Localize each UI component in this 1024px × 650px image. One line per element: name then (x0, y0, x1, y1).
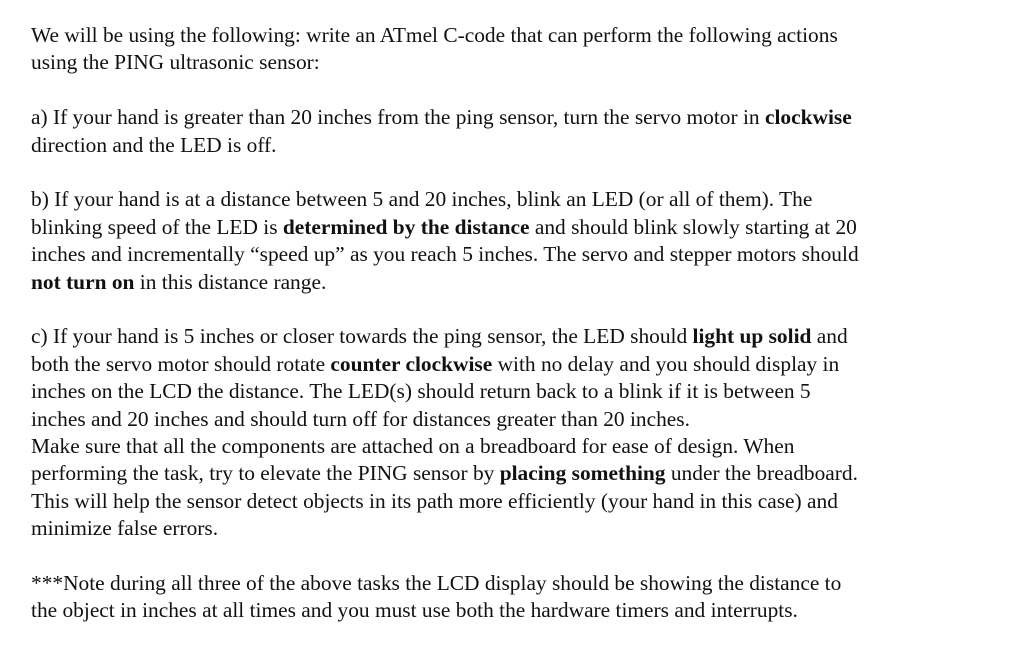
part-c-emphasis-light-up-solid: light up solid (692, 324, 812, 349)
paragraph-spacer (31, 159, 991, 186)
paragraph-spacer (31, 77, 991, 104)
intro-line-2: using the PING ultrasonic sensor: (31, 50, 320, 75)
note-line-1: ***Note during all three of the above tasks the LCD display should be showing the distance to (31, 571, 842, 596)
part-c-line-7-text: This will help the sensor detect objects in its path more efficiently (your hand in this case) and (31, 488, 838, 513)
intro-paragraph (31, 22, 991, 77)
part-b-emphasis-not-turn-on: not turn on (31, 269, 135, 294)
part-a-paragraph (31, 104, 991, 159)
part-c-line-3-text: inches on the LCD the distance. The LED(s) should return back to a blink if it is between 5 (31, 379, 811, 404)
part-c-line-6-pre: performing the task, try to elevate the PING sensor by (31, 461, 500, 486)
part-b-line-2-post: and should blink slowly starting at 20 (529, 214, 857, 239)
part-c-line-4-text: inches and 20 inches and should turn off for distances greater than 20 inches. (31, 406, 690, 431)
note-paragraph (31, 570, 991, 625)
part-c-emphasis-placing-something: placing something (499, 461, 666, 486)
part-c-line-1-post: and (811, 324, 848, 349)
part-b-line-3-text: inches and incrementally “speed up” as you reach 5 inches. The servo and stepper motors should (31, 242, 859, 267)
part-c-line-1-pre: c) If your hand is 5 inches or closer towards the ping sensor, the LED should (31, 324, 693, 349)
intro-line-1: We will be using the following: write an ATmel C-code that can perform the following actions (31, 23, 838, 47)
part-b-emphasis-distance: determined by the distance (282, 214, 530, 239)
part-c-paragraph (31, 323, 991, 542)
part-a-emphasis-clockwise: clockwise (764, 105, 852, 130)
part-b-line-1-text: b) If your hand is at a distance between 5 and 20 inches, blink an LED (or all of them). The (31, 187, 813, 212)
part-c-emphasis-counter-clockwise: counter clockwise (330, 351, 493, 376)
part-c-line-6-post: under the breadboard. (665, 461, 858, 486)
paragraph-spacer (31, 543, 991, 570)
part-b-line-2-pre: blinking speed of the LED is (31, 214, 283, 239)
part-c-line-2-pre: both the servo motor should rotate (31, 351, 331, 376)
document-body (31, 22, 991, 625)
part-c-line-8-text: minimize false errors. (31, 516, 219, 541)
part-a-line-2-text: direction and the LED is off. (31, 132, 277, 157)
note-line-2: the object in inches at all times and you must use both the hardware timers and interrupts. (31, 598, 798, 623)
part-a-line-1-text: a) If your hand is greater than 20 inches from the ping sensor, turn the servo motor in (31, 105, 765, 130)
part-b-line-4-post: in this distance range. (134, 269, 327, 294)
part-c-line-5-text: Make sure that all the components are attached on a breadboard for ease of design. When (31, 434, 795, 459)
paragraph-spacer (31, 296, 991, 323)
part-c-line-2-post: with no delay and you should display in (492, 351, 840, 376)
part-b-paragraph (31, 186, 991, 296)
